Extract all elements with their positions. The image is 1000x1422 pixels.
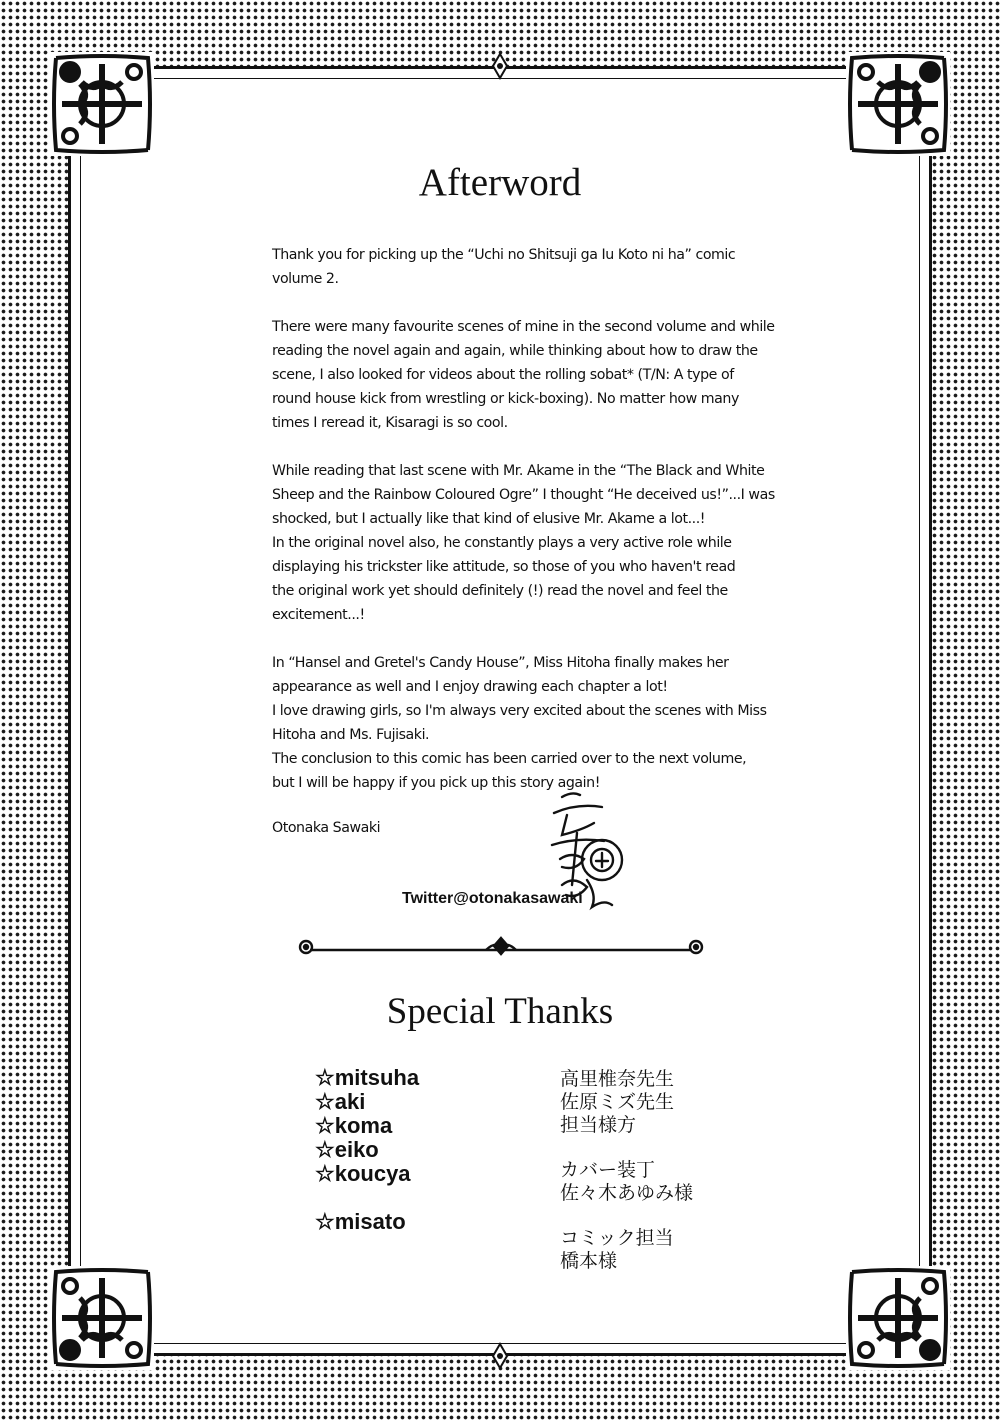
text-line: In the original novel also, he constantly plays a very active role while bbox=[272, 535, 732, 551]
text-line: times I reread it, Kisaragi is so cool. bbox=[272, 415, 508, 431]
twitter-handle: Twitter@otonakasawaki bbox=[402, 890, 583, 907]
text-line: There were many favourite scenes of mine in the second volume and while bbox=[272, 319, 775, 335]
thanks-item: 佐々木あゆみ様 bbox=[560, 1182, 694, 1204]
text-line: but I will be happy if you pick up this story again! bbox=[272, 775, 600, 791]
thanks-item: カバー装丁 bbox=[560, 1159, 656, 1181]
thanks-item: コミック担当 bbox=[560, 1227, 674, 1249]
text-line: displaying his trickster like attitude, so those of you who haven't read bbox=[272, 559, 736, 575]
thanks-item: 高里椎奈先生 bbox=[560, 1068, 675, 1090]
text-line: shocked, but I actually like that kind of elusive Mr. Akame a lot...! bbox=[272, 511, 706, 527]
text-line: the original work yet should definitely (!) read the novel and feel the bbox=[272, 583, 728, 599]
text-line: scene, I also looked for videos about the rolling sobat* (T/N: A type of bbox=[272, 367, 734, 383]
special-thanks-title: Special Thanks bbox=[386, 991, 614, 1032]
thanks-list-left bbox=[315, 1066, 419, 1234]
text-line: excitement...! bbox=[272, 607, 365, 623]
text-line: Sheep and the Rainbow Coloured Ogre” I thought “He deceived us!”...I was bbox=[272, 487, 775, 503]
afterword-paragraph bbox=[272, 315, 775, 435]
thanks-list-right bbox=[560, 1068, 693, 1273]
thanks-item: ☆misato bbox=[315, 1209, 406, 1234]
text-line: The conclusion to this comic has been carried over to the next volume, bbox=[272, 751, 747, 767]
afterword-paragraph bbox=[272, 459, 775, 627]
author-name: Otonaka Sawaki bbox=[272, 820, 381, 836]
text-line: volume 2. bbox=[272, 271, 339, 287]
thanks-item: ☆mitsuha bbox=[315, 1065, 420, 1090]
text-line: appearance as well and I enjoy drawing each chapter a lot! bbox=[272, 679, 668, 695]
text-line: I love drawing girls, so I'm always very excited about the scenes with Miss bbox=[272, 703, 767, 719]
text-line: Hitoha and Ms. Fujisaki. bbox=[272, 727, 430, 743]
thanks-item: 担当様方 bbox=[560, 1114, 637, 1136]
thanks-item: ☆eiko bbox=[315, 1137, 379, 1162]
text-line: Thank you for picking up the “Uchi no Shitsuji ga Iu Koto ni ha” comic bbox=[272, 247, 736, 263]
afterword-paragraph bbox=[272, 243, 752, 291]
text-line: In “Hansel and Gretel's Candy House”, Miss Hitoha finally makes her bbox=[272, 655, 729, 671]
afterword-body bbox=[272, 243, 775, 819]
thanks-item: ☆koma bbox=[315, 1113, 393, 1138]
afterword-title: Afterword bbox=[418, 161, 582, 204]
thanks-item: 佐原ミズ先生 bbox=[560, 1091, 675, 1113]
text-line: reading the novel again and again, while thinking about how to draw the bbox=[272, 343, 758, 359]
thanks-item: 橋本様 bbox=[560, 1250, 618, 1272]
thanks-item: ☆aki bbox=[315, 1089, 366, 1114]
ornamental-divider-icon bbox=[296, 932, 706, 962]
afterword-paragraph bbox=[272, 651, 767, 795]
text-line: round house kick from wrestling or kick-boxing). No matter how many bbox=[272, 391, 739, 407]
text-line: While reading that last scene with Mr. Akame in the “The Black and White bbox=[272, 463, 765, 479]
thanks-item: ☆koucya bbox=[315, 1161, 411, 1186]
